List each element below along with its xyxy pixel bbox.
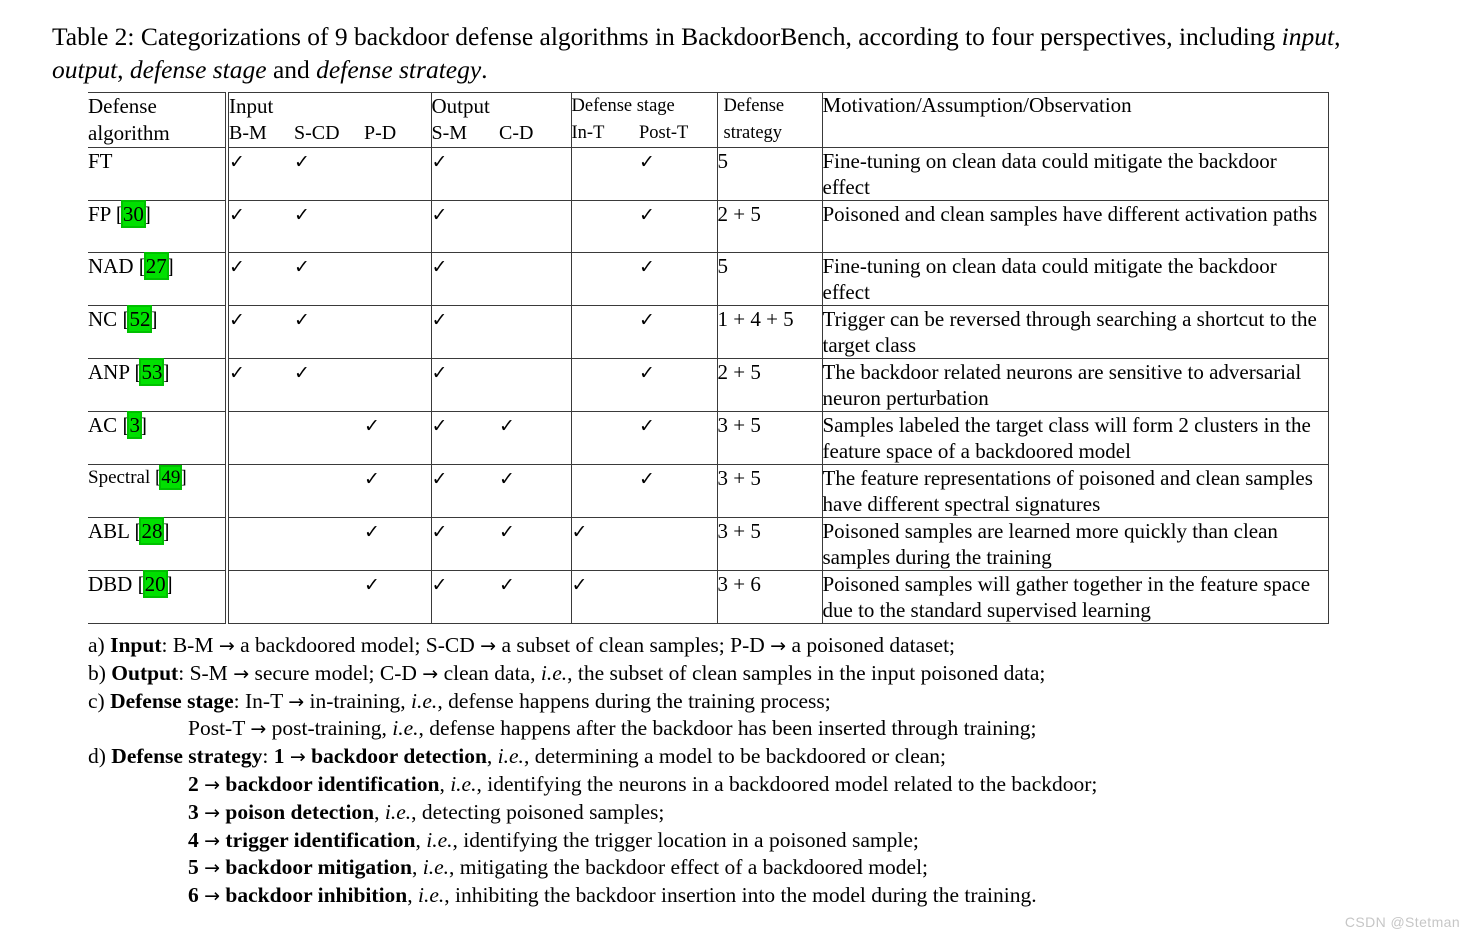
algorithm-label: NAD bbox=[88, 254, 134, 278]
cell-stage-post-t bbox=[639, 253, 717, 306]
cell-motivation: Fine-tuning on clean data could mitigate the backdoor effect bbox=[822, 148, 1328, 201]
cell-motivation: Poisoned samples are learned more quickly than clean samples during the training bbox=[822, 518, 1328, 571]
check-icon: ✓ bbox=[229, 256, 245, 278]
row-algorithm-name: NAD [27] bbox=[88, 253, 227, 306]
check-icon: ✓ bbox=[364, 415, 380, 437]
header-algorithm-line2: algorithm bbox=[88, 121, 170, 145]
table-row bbox=[88, 148, 1328, 201]
cell-input-pd bbox=[364, 201, 431, 253]
header-input-group: Input bbox=[227, 93, 431, 120]
cell-input-pd bbox=[364, 465, 431, 518]
row-algorithm-name: ABL [28] bbox=[88, 518, 227, 571]
strategy-description: , detecting poisoned samples; bbox=[411, 799, 665, 824]
cell-stage-in-t bbox=[571, 571, 639, 624]
cell-output-cd bbox=[499, 465, 571, 518]
algorithm-label: ABL bbox=[88, 519, 130, 543]
cell-defense-strategy: 5 bbox=[717, 253, 822, 306]
check-icon: ✓ bbox=[639, 151, 655, 173]
table-row bbox=[88, 571, 1328, 624]
cell-stage-in-t bbox=[571, 306, 639, 359]
note-c bbox=[88, 688, 1418, 716]
strategy-term: backdoor detection bbox=[305, 744, 487, 769]
check-icon: ✓ bbox=[294, 362, 310, 384]
table-row bbox=[88, 253, 1328, 306]
note-d-item-inline: 1 → backdoor detection, i.e., determining a model to be backdoored or clean; bbox=[273, 744, 947, 769]
cell-output-sm bbox=[431, 359, 499, 412]
note-a-marker: a) bbox=[88, 633, 111, 657]
note-c-line2-3: , defense happens after the backdoor has been inserted through training; bbox=[418, 716, 1037, 741]
row-algorithm-name: Spectral [49] bbox=[88, 465, 227, 518]
caption-sep-1: , bbox=[1334, 22, 1341, 51]
check-icon: ✓ bbox=[499, 521, 515, 543]
note-c-body-3: , defense happens during the training process; bbox=[437, 688, 831, 713]
arrow-icon: → bbox=[480, 635, 497, 657]
table-row bbox=[88, 306, 1328, 359]
cell-motivation: Fine-tuning on clean data could mitigate the backdoor effect bbox=[822, 253, 1328, 306]
watermark-label: CSDN @Stetman bbox=[1344, 914, 1460, 930]
cell-output-sm bbox=[431, 518, 499, 571]
cell-input-pd bbox=[364, 359, 431, 412]
header-motivation: Motivation/Assumption/Observation bbox=[822, 93, 1328, 148]
cell-stage-post-t bbox=[639, 359, 717, 412]
cell-defense-strategy: 1 + 4 + 5 bbox=[717, 306, 822, 359]
note-d-marker: d) bbox=[88, 744, 112, 769]
check-icon: ✓ bbox=[431, 468, 448, 490]
cell-output-cd bbox=[499, 201, 571, 253]
algorithm-label: FP bbox=[88, 202, 111, 226]
header-sub-cd: C-D bbox=[499, 122, 534, 144]
table-row bbox=[88, 359, 1328, 412]
cell-input-bm bbox=[227, 465, 294, 518]
header-algorithm-line1: Defense bbox=[88, 93, 227, 120]
algorithm-label: FT bbox=[88, 149, 113, 173]
cell-motivation: The feature representations of poisoned and clean samples have different spectral signatures bbox=[822, 465, 1328, 518]
cell-stage-post-t bbox=[639, 306, 717, 359]
check-icon: ✓ bbox=[639, 468, 655, 490]
ie-abbrev: i.e. bbox=[497, 744, 524, 769]
note-c-line2-2: post-training, bbox=[266, 716, 393, 741]
header-sub-scd: S-CD bbox=[294, 122, 340, 144]
note-d-item: 2 → backdoor identification, i.e., identifying the neurons in a backdoored model related to the backdoor; bbox=[188, 771, 1098, 796]
citation-link[interactable]: 20 bbox=[144, 572, 166, 596]
cell-defense-strategy: 3 + 5 bbox=[717, 518, 822, 571]
cell-input-scd bbox=[294, 465, 364, 518]
cell-output-cd bbox=[499, 148, 571, 201]
note-a bbox=[88, 632, 1418, 660]
note-d-item: 5 → backdoor mitigation, i.e., mitigating the backdoor effect of a backdoored model; bbox=[188, 855, 929, 880]
arrow-icon: → bbox=[288, 690, 305, 713]
cell-stage-post-t bbox=[639, 571, 717, 624]
strategy-term: backdoor inhibition bbox=[220, 883, 408, 908]
note-d-item: 6 → backdoor inhibition, i.e., inhibiting the backdoor insertion into the model during the training. bbox=[188, 883, 1037, 908]
check-icon: ✓ bbox=[639, 415, 655, 437]
cell-input-pd bbox=[364, 412, 431, 465]
table-row bbox=[88, 518, 1328, 571]
note-d-label: Defense strategy bbox=[111, 744, 263, 769]
note-a-body-2: a backdoored model; S-CD bbox=[234, 633, 481, 657]
cell-motivation: Poisoned and clean samples have different activation paths bbox=[822, 201, 1328, 253]
cell-defense-strategy: 2 + 5 bbox=[717, 201, 822, 253]
note-b-ie: i.e. bbox=[540, 660, 568, 685]
cell-motivation: The backdoor related neurons are sensitive to adversarial neuron perturbation bbox=[822, 359, 1328, 412]
strategy-description: , identifying the neurons in a backdoored model related to the backdoor; bbox=[476, 771, 1098, 796]
cell-stage-post-t bbox=[639, 518, 717, 571]
ie-abbrev: i.e. bbox=[426, 827, 453, 852]
cell-stage-post-t bbox=[639, 148, 717, 201]
cell-input-pd bbox=[364, 253, 431, 306]
note-b-label: Output bbox=[111, 660, 179, 685]
check-icon: ✓ bbox=[499, 415, 515, 437]
citation-link[interactable]: 52 bbox=[129, 307, 151, 331]
cell-input-bm bbox=[227, 412, 294, 465]
cell-input-scd bbox=[294, 359, 364, 412]
check-icon: ✓ bbox=[229, 309, 245, 331]
check-icon: ✓ bbox=[364, 574, 380, 596]
cell-defense-strategy: 2 + 5 bbox=[717, 359, 822, 412]
cell-output-cd bbox=[499, 359, 571, 412]
check-icon: ✓ bbox=[229, 204, 245, 226]
algorithm-label: NC bbox=[88, 307, 118, 331]
check-icon: ✓ bbox=[364, 468, 380, 490]
ie-abbrev: i.e. bbox=[450, 771, 477, 796]
check-icon: ✓ bbox=[431, 309, 448, 331]
table-row bbox=[88, 412, 1328, 465]
note-b-body-2: secure model; C-D bbox=[249, 660, 423, 685]
note-c-label: Defense stage bbox=[110, 688, 234, 713]
arrow-icon: → bbox=[233, 662, 250, 685]
check-icon: ✓ bbox=[639, 256, 655, 278]
header-output-group: Output bbox=[431, 93, 571, 120]
cell-output-cd bbox=[499, 518, 571, 571]
row-algorithm-name: ANP [53] bbox=[88, 359, 227, 412]
caption-em-defense-stage: defense stage bbox=[129, 55, 267, 84]
citation-link[interactable]: 49 bbox=[161, 467, 181, 488]
cell-output-cd bbox=[499, 306, 571, 359]
strategy-description: , determining a model to be backdoored or clean; bbox=[523, 744, 947, 769]
arrow-icon: → bbox=[204, 857, 221, 880]
arrow-icon: → bbox=[770, 635, 787, 657]
cell-motivation: Trigger can be reversed through searching a shortcut to the target class bbox=[822, 306, 1328, 359]
check-icon: ✓ bbox=[431, 521, 448, 543]
arrow-icon: → bbox=[218, 635, 235, 657]
note-b-body-4: , the subset of clean samples in the input poisoned data; bbox=[567, 660, 1046, 685]
strategy-term: poison detection bbox=[220, 799, 375, 824]
header-sub-in-t: In-T bbox=[571, 119, 639, 148]
categorization-table-container bbox=[88, 92, 1328, 624]
header-sub-sm: S-M bbox=[431, 119, 499, 148]
header-sub-bm: B-M bbox=[227, 119, 294, 148]
cell-input-scd bbox=[294, 412, 364, 465]
header-row-group bbox=[88, 93, 1328, 120]
arrow-icon: → bbox=[250, 718, 267, 741]
cell-input-pd bbox=[364, 306, 431, 359]
arrow-icon: → bbox=[204, 801, 221, 824]
table-head bbox=[88, 93, 1328, 148]
strategy-number: 3 bbox=[188, 799, 205, 824]
cell-output-sm bbox=[431, 306, 499, 359]
strategy-term: trigger identification bbox=[220, 827, 416, 852]
check-icon: ✓ bbox=[431, 256, 448, 278]
cell-input-bm bbox=[227, 201, 294, 253]
check-icon: ✓ bbox=[431, 362, 448, 384]
note-c-line2-ie: i.e. bbox=[392, 716, 419, 741]
cell-stage-in-t bbox=[571, 148, 639, 201]
row-algorithm-name bbox=[88, 148, 227, 201]
cell-output-cd bbox=[499, 412, 571, 465]
cell-input-pd bbox=[364, 148, 431, 201]
check-icon: ✓ bbox=[364, 521, 380, 543]
caption-em-output: output bbox=[52, 55, 118, 84]
cell-output-sm bbox=[431, 412, 499, 465]
strategy-number: 2 bbox=[188, 771, 205, 796]
ie-abbrev: i.e. bbox=[384, 799, 412, 824]
cell-defense-strategy: 3 + 5 bbox=[717, 465, 822, 518]
table-row bbox=[88, 201, 1328, 253]
algorithm-label: DBD bbox=[88, 572, 133, 596]
cell-defense-strategy: 3 + 6 bbox=[717, 571, 822, 624]
cell-stage-in-t bbox=[571, 518, 639, 571]
note-b bbox=[88, 660, 1418, 688]
arrow-icon: → bbox=[204, 829, 221, 852]
caption-sep-4: . bbox=[481, 55, 488, 84]
check-icon: ✓ bbox=[229, 151, 245, 173]
cell-stage-in-t bbox=[571, 253, 639, 306]
header-strategy-line1: Defense bbox=[717, 93, 822, 120]
note-a-body-4: a poisoned dataset; bbox=[786, 633, 956, 657]
cell-output-sm bbox=[431, 465, 499, 518]
strategy-number: 1 bbox=[273, 744, 290, 769]
arrow-icon: → bbox=[204, 773, 221, 796]
cell-input-bm bbox=[227, 518, 294, 571]
strategy-description: , inhibiting the backdoor insertion into the model during the training. bbox=[444, 883, 1037, 908]
strategy-description: , identifying the trigger location in a poisoned sample; bbox=[452, 827, 919, 852]
note-c-body-1: : In-T bbox=[233, 688, 289, 713]
cell-stage-in-t bbox=[571, 465, 639, 518]
note-a-body-3: a subset of clean samples; P-D bbox=[496, 633, 771, 657]
check-icon: ✓ bbox=[294, 256, 310, 278]
check-icon: ✓ bbox=[294, 309, 310, 331]
citation-link[interactable]: 27 bbox=[145, 254, 167, 278]
note-c-line2 bbox=[88, 715, 1418, 743]
citation-link[interactable]: 28 bbox=[141, 519, 163, 543]
categorization-table bbox=[88, 92, 1329, 624]
strategy-number: 6 bbox=[188, 883, 205, 908]
caption-em-input: input bbox=[1281, 22, 1335, 51]
algorithm-label: AC bbox=[88, 413, 118, 437]
check-icon: ✓ bbox=[294, 151, 310, 173]
ie-abbrev: i.e. bbox=[418, 883, 445, 908]
check-icon: ✓ bbox=[639, 309, 655, 331]
header-sub-pd: P-D bbox=[364, 122, 397, 144]
cell-input-scd bbox=[294, 518, 364, 571]
header-sub-post-t: Post-T bbox=[639, 123, 689, 143]
cell-motivation: Samples labeled the target class will form 2 clusters in the feature space of a backdoored model bbox=[822, 412, 1328, 465]
cell-output-sm bbox=[431, 571, 499, 624]
table-body bbox=[88, 148, 1328, 624]
cell-output-cd bbox=[499, 571, 571, 624]
note-a-label: Input bbox=[110, 633, 162, 657]
table-caption bbox=[52, 20, 1362, 86]
strategy-term: backdoor mitigation bbox=[220, 855, 412, 880]
cell-defense-strategy: 5 bbox=[717, 148, 822, 201]
strategy-description: , mitigating the backdoor effect of a backdoored model; bbox=[449, 855, 929, 880]
note-d-item: 4 → trigger identification, i.e., identifying the trigger location in a poisoned sample; bbox=[188, 827, 919, 852]
header-strategy-line2: strategy bbox=[717, 119, 822, 148]
note-b-marker: b) bbox=[88, 660, 112, 685]
caption-prefix: Table 2: bbox=[52, 22, 141, 51]
check-icon: ✓ bbox=[639, 204, 655, 226]
cell-input-scd bbox=[294, 253, 364, 306]
cell-input-scd bbox=[294, 571, 364, 624]
check-icon: ✓ bbox=[639, 362, 655, 384]
cell-input-pd bbox=[364, 518, 431, 571]
note-d-items bbox=[88, 771, 1418, 910]
note-b-body-3: clean data, bbox=[438, 660, 541, 685]
ie-abbrev: i.e. bbox=[422, 855, 450, 880]
note-d bbox=[88, 743, 1418, 771]
note-d-colon: : bbox=[262, 744, 274, 769]
strategy-number: 4 bbox=[188, 827, 205, 852]
check-icon: ✓ bbox=[431, 574, 448, 596]
caption-text: Categorizations of 9 backdoor defense algorithms in BackdoorBench, according to four perspectives, including bbox=[140, 22, 1282, 51]
table-notes bbox=[88, 632, 1418, 910]
cell-output-sm bbox=[431, 253, 499, 306]
note-c-ie: i.e. bbox=[411, 688, 438, 713]
caption-sep-3: and bbox=[266, 55, 317, 84]
strategy-number: 5 bbox=[188, 855, 205, 880]
cell-input-pd bbox=[364, 571, 431, 624]
citation-link[interactable]: 3 bbox=[129, 413, 140, 437]
cell-stage-post-t bbox=[639, 201, 717, 253]
algorithm-label: ANP bbox=[88, 360, 130, 384]
caption-sep-2: , bbox=[117, 55, 130, 84]
cell-input-bm bbox=[227, 359, 294, 412]
check-icon: ✓ bbox=[499, 574, 515, 596]
cell-input-bm bbox=[227, 306, 294, 359]
row-algorithm-name: DBD [20] bbox=[88, 571, 227, 624]
check-icon: ✓ bbox=[571, 521, 588, 543]
cell-output-sm bbox=[431, 201, 499, 253]
table-row bbox=[88, 465, 1328, 518]
cell-input-scd bbox=[294, 306, 364, 359]
cell-output-sm bbox=[431, 148, 499, 201]
check-icon: ✓ bbox=[294, 204, 310, 226]
cell-input-bm bbox=[227, 571, 294, 624]
note-a-body-1: : B-M bbox=[161, 633, 219, 657]
note-c-body-2: in-training, bbox=[304, 688, 412, 713]
check-icon: ✓ bbox=[431, 415, 448, 437]
check-icon: ✓ bbox=[499, 468, 515, 490]
cell-input-scd bbox=[294, 201, 364, 253]
header-defense-stage-group: Defense stage bbox=[571, 93, 717, 120]
cell-input-bm bbox=[227, 148, 294, 201]
cell-defense-strategy: 3 + 5 bbox=[717, 412, 822, 465]
arrow-icon: → bbox=[422, 662, 439, 685]
note-d-item: 3 → poison detection, i.e., detecting poisoned samples; bbox=[188, 799, 665, 824]
algorithm-label: Spectral bbox=[88, 467, 151, 488]
row-algorithm-name: FP [30] bbox=[88, 201, 227, 253]
cell-input-scd bbox=[294, 148, 364, 201]
cell-input-bm bbox=[227, 253, 294, 306]
arrow-icon: → bbox=[204, 885, 221, 908]
citation-link[interactable]: 53 bbox=[141, 360, 163, 384]
note-c-marker: c) bbox=[88, 688, 111, 713]
note-c-line2-1: Post-T bbox=[188, 716, 251, 741]
cell-stage-in-t bbox=[571, 412, 639, 465]
check-icon: ✓ bbox=[431, 204, 448, 226]
check-icon: ✓ bbox=[229, 362, 245, 384]
check-icon: ✓ bbox=[431, 151, 448, 173]
cell-motivation: Poisoned samples will gather together in the feature space due to the standard supervised learning bbox=[822, 571, 1328, 624]
row-algorithm-name: AC [3] bbox=[88, 412, 227, 465]
cell-output-cd bbox=[499, 253, 571, 306]
row-algorithm-name: NC [52] bbox=[88, 306, 227, 359]
cell-stage-in-t bbox=[571, 201, 639, 253]
cell-stage-in-t bbox=[571, 359, 639, 412]
caption-em-defense-strategy: defense strategy bbox=[316, 55, 482, 84]
check-icon: ✓ bbox=[571, 574, 588, 596]
cell-stage-post-t bbox=[639, 465, 717, 518]
cell-stage-post-t bbox=[639, 412, 717, 465]
strategy-term: backdoor identification bbox=[220, 771, 440, 796]
citation-link[interactable]: 30 bbox=[122, 202, 144, 226]
arrow-icon: → bbox=[289, 746, 306, 769]
note-b-body-1: : S-M bbox=[178, 660, 234, 685]
